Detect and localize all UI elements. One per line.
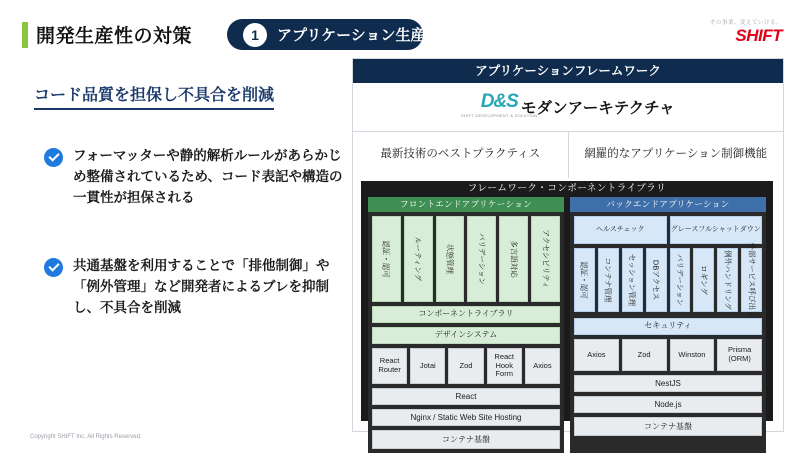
chip — [574, 248, 595, 312]
chip — [598, 248, 619, 312]
band: ヘルスチェック — [574, 216, 667, 244]
tech-chip: React Router — [372, 348, 407, 384]
tech-chip: Axios — [574, 339, 619, 371]
section-badge-label: アプリケーション生産性 — [277, 27, 441, 44]
chip — [693, 248, 714, 312]
chip — [436, 216, 465, 302]
slide-header — [0, 10, 800, 50]
chip — [404, 216, 433, 302]
chip-label: 外部サービス呼び出し — [747, 242, 757, 318]
tech-chip: Prisma (ORM) — [717, 339, 762, 371]
copyright-text: Copyright SHIFT Inc, All Rights Reserved. — [30, 434, 142, 440]
chip-label: ルーティング — [413, 236, 423, 282]
backend-top-bands — [574, 216, 762, 244]
brand-tagline: その事業、変えていける。 — [709, 20, 782, 26]
chip — [717, 248, 738, 312]
header-accent-bar — [22, 22, 28, 48]
tech-chip: React Hook Form — [487, 348, 522, 384]
frontend-vertical-chips — [372, 216, 560, 302]
check-icon — [44, 148, 63, 167]
chip-label: バリデーション — [675, 253, 685, 307]
frontend-tech-chips — [372, 348, 560, 384]
panel-title: アプリケーションフレームワーク — [353, 59, 783, 83]
page-title: 開発生産性の対策 — [36, 26, 193, 47]
chip-label: バリデーション — [477, 232, 487, 286]
chip — [741, 242, 762, 318]
stack-item: コンテナ基盤 — [372, 430, 560, 449]
chip-label: アクセシビリティ — [541, 229, 551, 289]
stack-item: React — [372, 388, 560, 405]
architecture-name: モダンアーキテクチャ — [521, 100, 675, 117]
band: コンポーネントライブラリ — [372, 306, 560, 323]
tech-chip: Jotai — [410, 348, 445, 384]
stack-item: NestJS — [574, 375, 762, 392]
framework-panel — [352, 58, 784, 444]
stack-item: Nginx / Static Web Site Hosting — [372, 409, 560, 426]
chip — [531, 216, 560, 302]
frontend-header: フロントエンドアプリケーション — [368, 197, 564, 212]
chip-label: コンテナ管理 — [603, 257, 613, 303]
chip-label: 認証・認可 — [579, 261, 589, 299]
band: セキュリティ — [574, 318, 762, 335]
chip — [646, 248, 667, 312]
chip — [622, 248, 643, 312]
backend-header: バックエンドアプリケーション — [570, 197, 766, 212]
tech-chip: Winston — [670, 339, 715, 371]
feature-cell: 最新技術のベストプラクティス — [380, 148, 541, 161]
band: デザインシステム — [372, 327, 560, 344]
list-item-text: フォーマッターや静的解析ルールがあらかじめ整備されているため、コード表記や構造の一貫性が担保される — [73, 148, 343, 205]
stack-item: コンテナ基盤 — [574, 417, 762, 436]
feature-cells — [353, 131, 783, 178]
list-item-text: 共通基盤を利用することで「排他制御」や「例外管理」など開発者によるブレを抑制し、不具合を削減 — [73, 258, 330, 315]
chip-label: 多言語対応 — [509, 240, 519, 278]
frontend-column — [368, 197, 564, 453]
stack-item: Node.js — [574, 396, 762, 413]
library-title: フレームワーク・コンポーネントライブラリ — [467, 183, 667, 194]
component-library-box — [361, 181, 773, 444]
chip — [499, 216, 528, 302]
ds-logo-mark: D&S — [480, 91, 518, 112]
feature-cell: 網羅的なアプリケーション制御機能 — [568, 132, 784, 178]
chip-label: ロギング — [699, 265, 709, 295]
tech-chip: Zod — [622, 339, 667, 371]
chip-label: 例外ハンドリング — [723, 250, 733, 310]
section-number: 1 — [243, 23, 267, 47]
chip — [372, 216, 401, 302]
backend-tech-chips — [574, 339, 762, 371]
brand-name: SHIFT — [735, 26, 782, 45]
ds-logo-sub: SHIFT DEVELOPMENT & SOLUTION — [461, 113, 538, 118]
chip-label: DBアクセス — [651, 259, 661, 301]
list-item — [44, 146, 344, 209]
list-item — [44, 256, 344, 319]
backend-vertical-chips — [574, 242, 762, 318]
brand-logo — [710, 18, 782, 46]
tech-chip: Axios — [525, 348, 560, 384]
band: グレースフルシャットダウン — [670, 216, 763, 244]
chip — [467, 216, 496, 302]
left-heading: コード品質を担保し不具合を削減 — [34, 82, 274, 110]
chip-label: 認証・認可 — [381, 240, 391, 278]
check-icon — [44, 258, 63, 277]
chip — [670, 248, 691, 312]
chip-label: 状態管理 — [445, 244, 455, 274]
chip-label: セッション管理 — [627, 253, 637, 307]
tech-chip: Zod — [448, 348, 483, 384]
architecture-row — [353, 83, 783, 131]
backend-column — [570, 197, 766, 453]
